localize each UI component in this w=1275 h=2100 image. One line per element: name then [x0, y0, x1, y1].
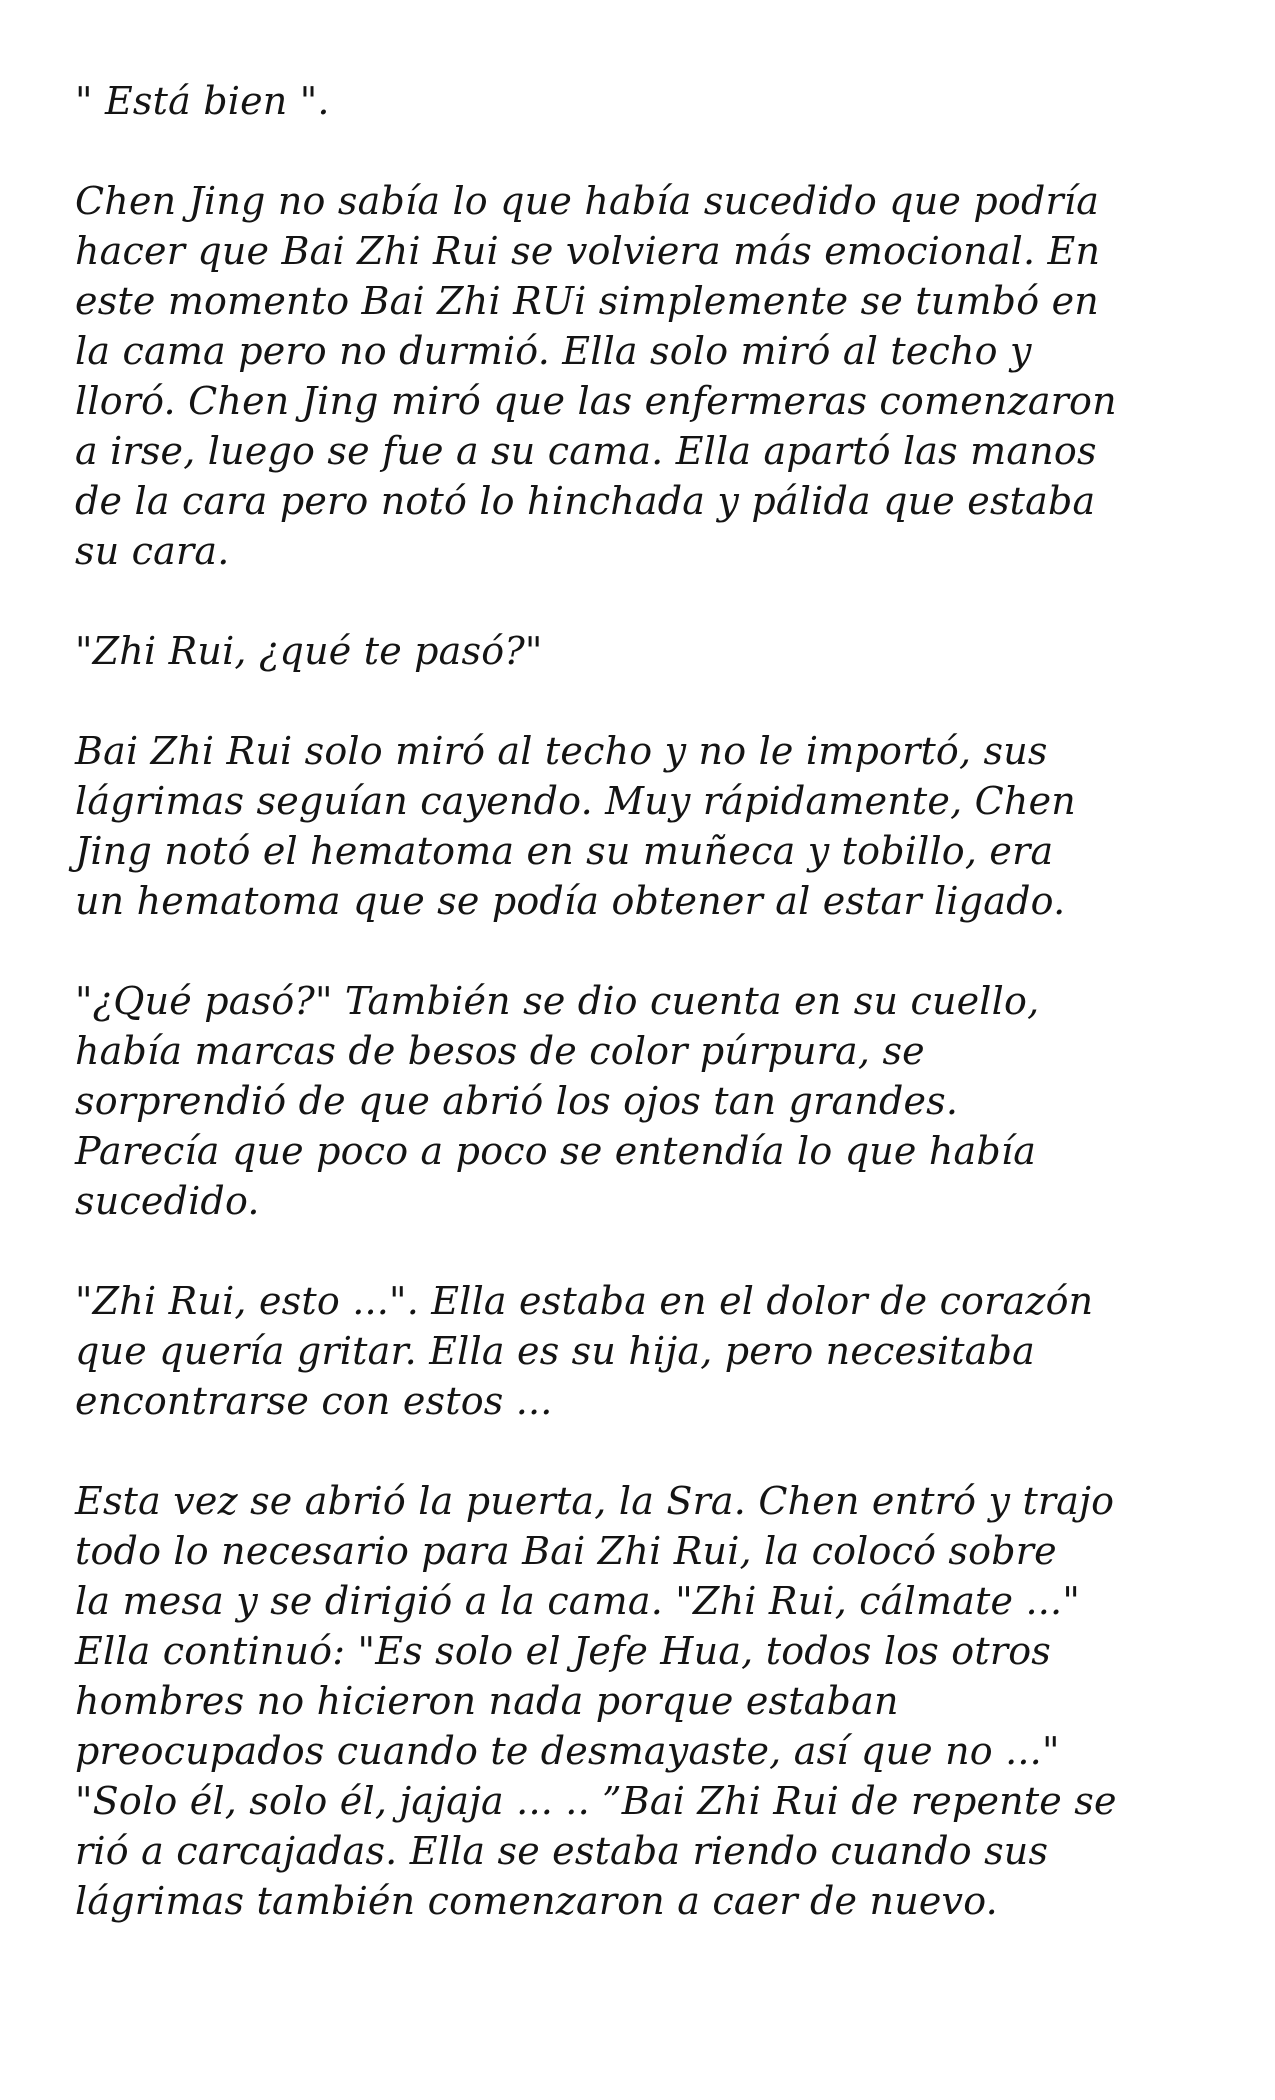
paragraph-6: "Zhi Rui, esto ...". Ella estaba en el dolor de corazón que quería gritar. Ella es su hija, pero necesitaba encontrarse con estos ...: [75, 1279, 1094, 1423]
paragraph-5: "¿Qué pasó?" También se dio cuenta en su cuello, había marcas de besos de color púrpura, se sorprendió de que abrió los ojos tan grandes. Parecía que poco a poco se entendía lo que había sucedido.: [75, 979, 1040, 1223]
paragraph-3: "Zhi Rui, ¿qué te pasó?": [75, 629, 543, 673]
paragraph-4: Bai Zhi Rui solo miró al techo y no le importó, sus lágrimas seguían cayendo. Muy rápidamente, Chen Jing notó el hematoma en su muñeca y tobillo, era un hematoma que se podía obtener al estar ligado.: [75, 729, 1076, 923]
paragraph-7: Esta vez se abrió la puerta, la Sra. Chen entró y trajo todo lo necesario para Bai Zhi Rui, la colocó sobre la mesa y se dirigió a la cama. "Zhi Rui, cálmate ..." Ella continuó: "Es solo el Jefe Hua, todos los otros hombres no hicieron nada porque estaban preocupados cuando te desmayaste, así que no ..." "Solo él, solo él, jajaja ... .. ”Bai Zhi Rui de repente se rió a carcajadas. Ella se estaba riendo cuando sus lágrimas también comenzaron a caer de nuevo.: [75, 1479, 1117, 1923]
paragraph-1: " Está bien ".: [75, 79, 330, 123]
paragraph-2: Chen Jing no sabía lo que había sucedido que podría hacer que Bai Zhi Rui se volviera más emocional. En este momento Bai Zhi RUi simplemente se tumbó en la cama pero no durmió. Ella solo miró al techo y lloró. Chen Jing miró que las enfermeras comenzaron a irse, luego se fue a su cama. Ella apartó las manos de la cara pero notó lo hinchada y pálida que estaba su cara.: [75, 179, 1117, 573]
document-body: [75, 76, 1215, 1976]
